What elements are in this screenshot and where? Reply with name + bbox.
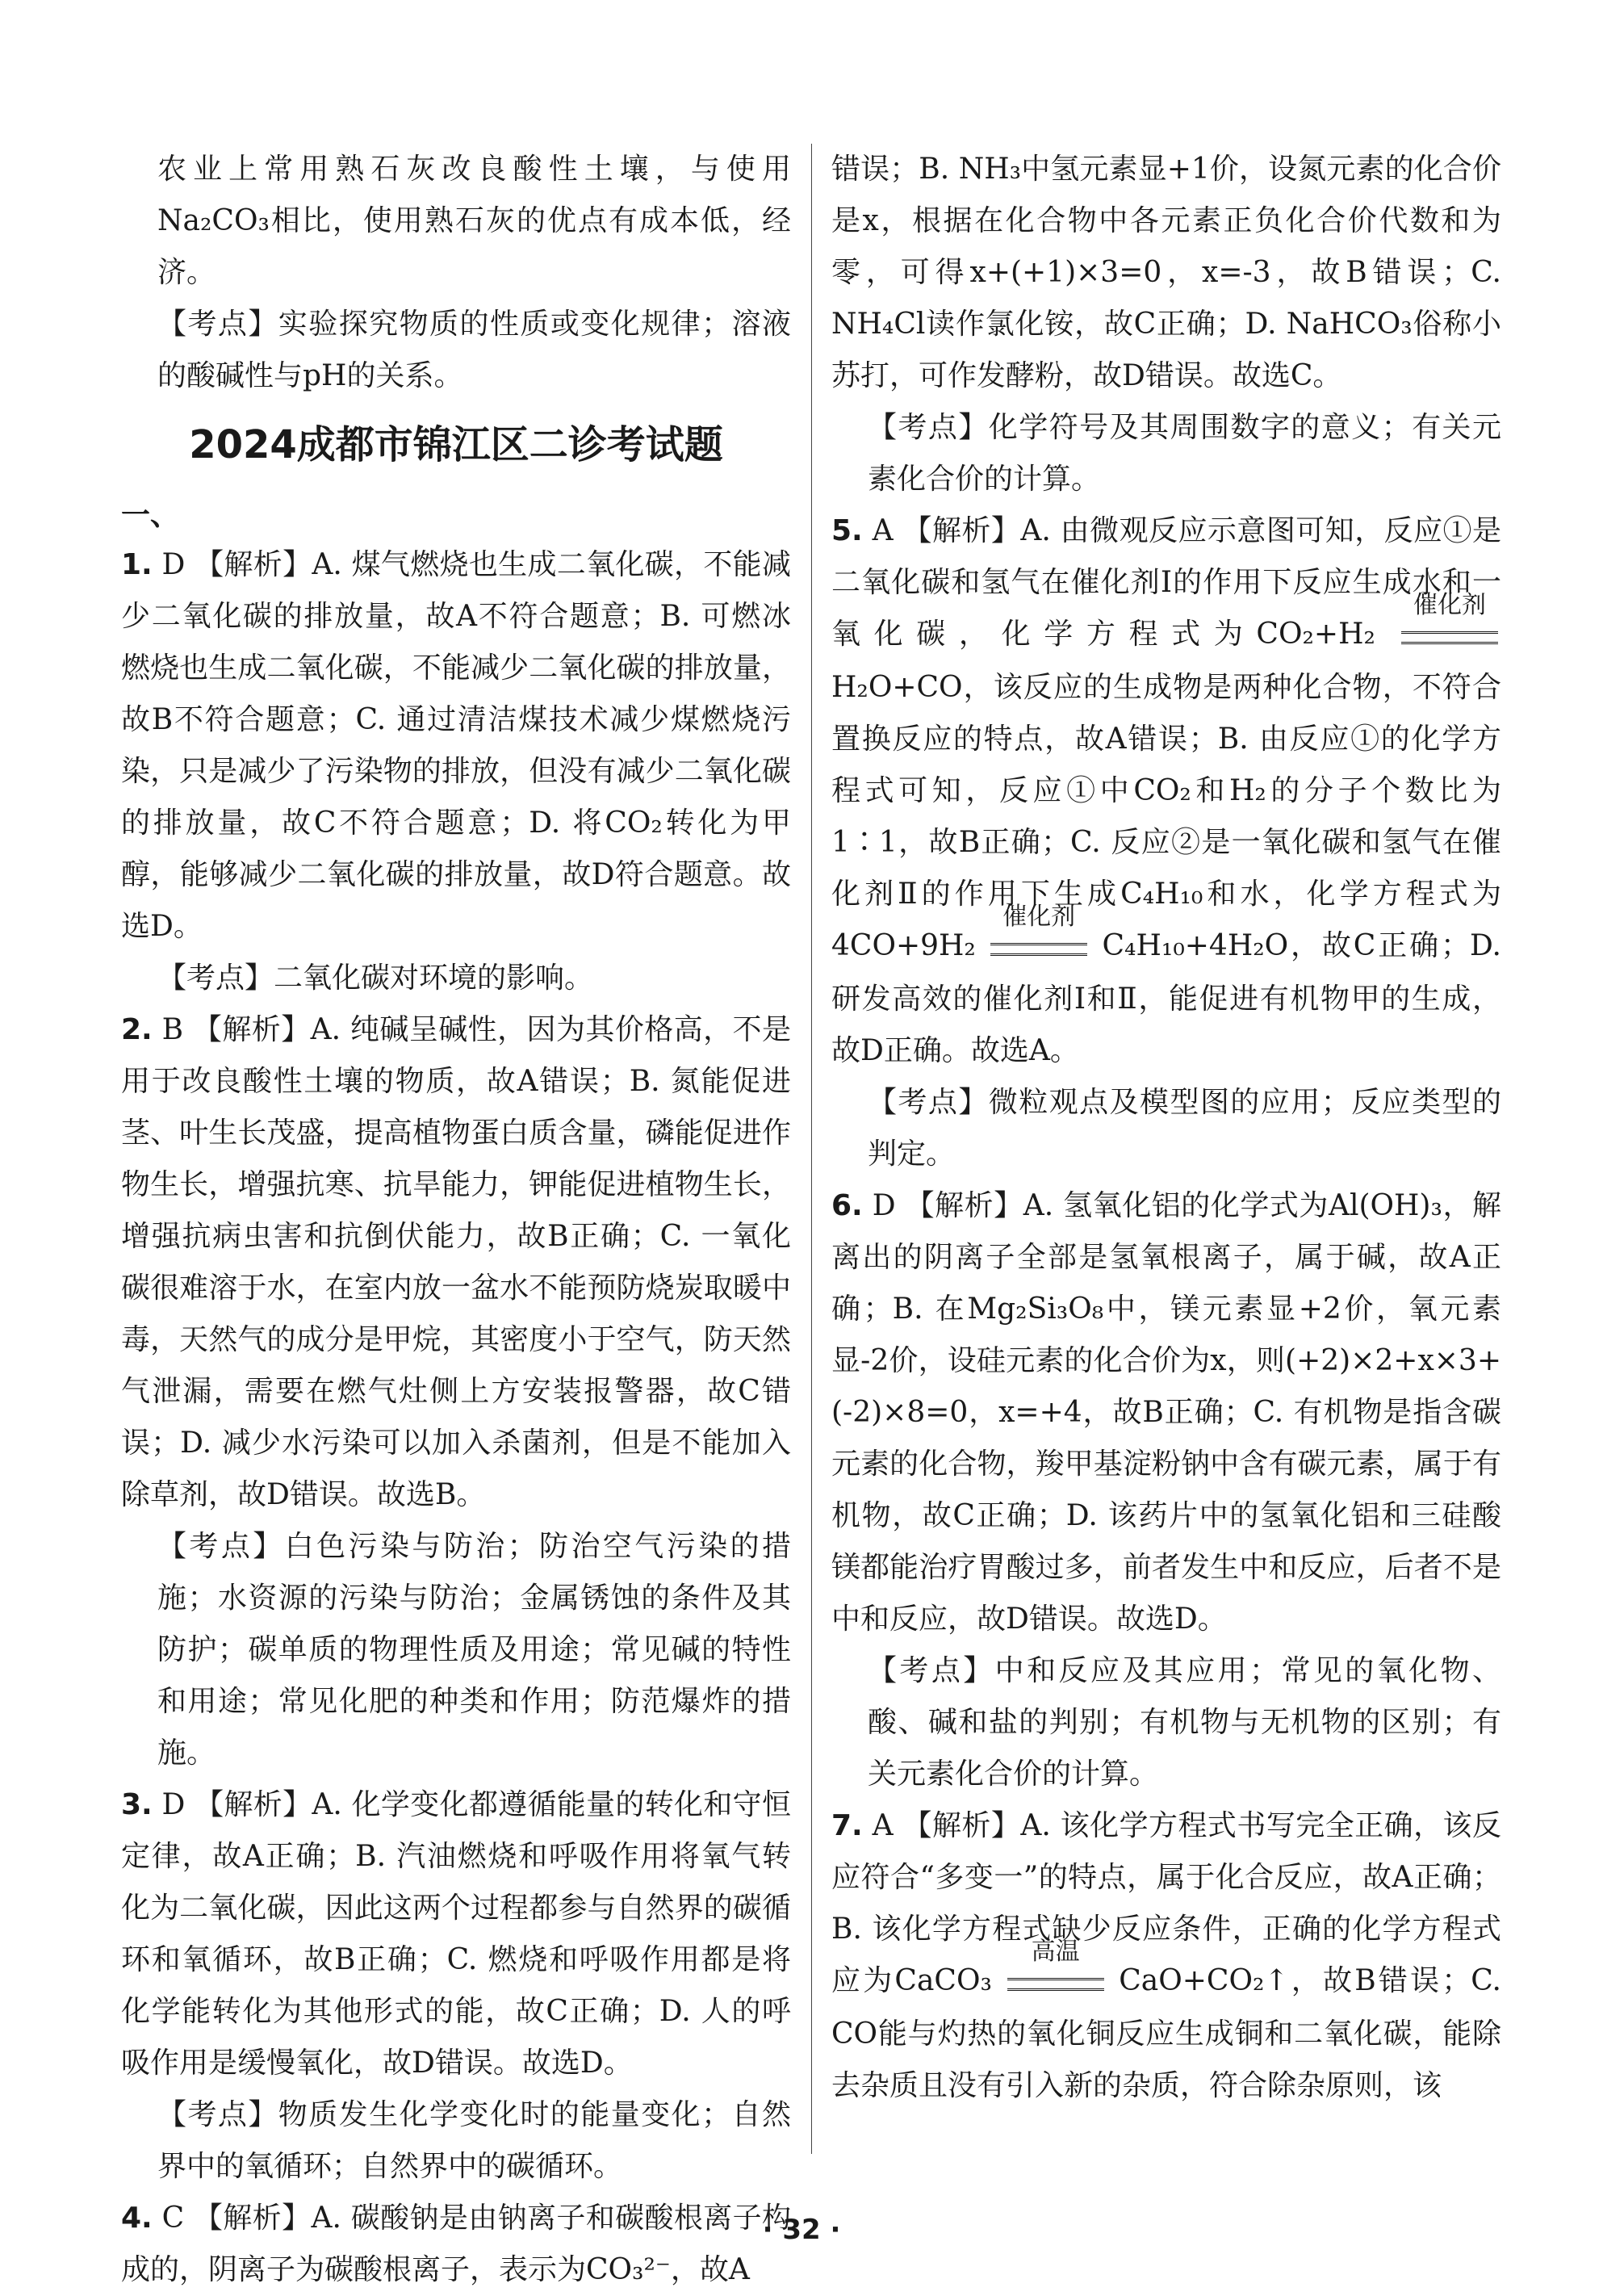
question-number: 1. (121, 548, 153, 581)
question-text-c: C₄H₁₀+4H₂O，故C正确；D. 研发高效的催化剂Ⅰ和Ⅱ，能促进有机物甲的生成，故D正确。故选A。 (831, 929, 1501, 1067)
question-number: 5. (831, 514, 863, 547)
question-3 (121, 1779, 791, 2089)
question-text: B 【解析】A. 纯碱呈碱性，因为其价格高，不是用于改良酸性土壤的物质，故A错误；B. 氮能促进茎、叶生长茂盛，提高植物蛋白质含量，磷能促进作物生长，增强抗寒、抗旱能力，钾能促进植物生长，增强抗病虫害和抗倒伏能力，故B正确；C. 一氧化碳很难溶于水，在室内放一盆水不能预防烧炭取暖中毒，天然气的成分是甲烷，其密度小于空气，防天然气泄漏，需要在燃气灶侧上方安装报警器，故C错误；D. 减少水污染可以加入杀菌剂，但是不能加入除草剂，故D错误。故选B。 (121, 1013, 791, 1511)
question-4-point: 【考点】化学符号及其周围数字的意义；有关元素化合价的计算。 (868, 411, 1501, 496)
question-number: 7. (831, 1809, 863, 1842)
question-text: D 【解析】A. 氢氧化铝的化学式为Al(OH)₃，解离出的阴离子全部是氢氧根离子，属于碱，故A正确；B. 在Mg₂Si₃O₈中，镁元素显+2价，氧元素显-2价，设硅元素的化合价为x，则(+2)×2+x×3+(-2)×8=0，x=+4，故B正确；C. 有机物是指含碳元素的化合物，羧甲基淀粉钠中含有碳元素，属于有机物，故C正确；D. 该药片中的氢氧化铝和三硅酸镁都能治疗胃酸过多，前者发生中和反应，后者不是中和反应，故D错误。故选D。 (831, 1189, 1501, 1636)
intro-paragraph: 农业上常用熟石灰改良酸性土壤，与使用Na₂CO₃相比，使用熟石灰的优点有成本低，经济。 (157, 153, 791, 289)
question-2-point: 【考点】白色污染与防治；防治空气污染的措施；水资源的污染与防治；金属锈蚀的条件及其防护；碳单质的物理性质及用途；常见碱的特性和用途；常见化肥的种类和作用；防范爆炸的措施。 (157, 1530, 791, 1770)
page-number: · 32 · (762, 2214, 841, 2246)
question-text: D 【解析】A. 煤气燃烧也生成二氧化碳，不能减少二氧化碳的排放量，故A不符合题意；B. 可燃冰燃烧也生成二氧化碳，不能减少二氧化碳的排放量，故B不符合题意；C. 通过清洁煤技术减少煤燃烧污染，只是减少了污染物的排放，但没有减少二氧化碳的排放量，故C不符合题意；D. 将CO₂转化为甲醇，能够减少二氧化碳的排放量，故D符合题意。故选D。 (121, 548, 791, 943)
section-number: 一、 (121, 498, 180, 532)
reaction-arrow (1007, 1938, 1104, 2009)
question-7 (831, 1800, 1501, 2112)
question-4-continued: 错误；B. NH₃中氢元素显+1价，设氮元素的化合价是x，根据在化合物中各元素正负化合价代数和为零，可得x+(+1)×3=0，x=-3，故B错误；C. NH₄Cl读作氯化铵，故C正确；D. NaHCO₃俗称小苏打，可作发酵粉，故D错误。故选C。 (831, 153, 1501, 392)
question-3-point: 【考点】物质发生化学变化时的能量变化；自然界中的氧循环；自然界中的碳循环。 (157, 2098, 791, 2183)
reaction-arrow (990, 903, 1087, 974)
question-6-point: 【考点】中和反应及其应用；常见的氧化物、酸、碱和盐的判别；有机物与无机物的区别；有关元素化合价的计算。 (868, 1654, 1501, 1791)
question-number: 4. (121, 2202, 153, 2235)
left-column (121, 144, 791, 2296)
section-title: 2024成都市锦江区二诊考试题 (189, 422, 723, 467)
reaction-condition: 催化剂 (1413, 591, 1486, 619)
question-1-point: 【考点】二氧化碳对环境的影响。 (157, 962, 594, 995)
reaction-condition: 高温 (1031, 1938, 1080, 1966)
reaction-condition: 催化剂 (1002, 903, 1076, 931)
question-number: 3. (121, 1788, 153, 1821)
right-column (831, 144, 1501, 2112)
question-text-b: CaO+CO₂↑，故B错误；C. CO能与灼热的氧化铜反应生成铜和二氧化碳，能除去杂质且没有引入新的杂质，符合除杂原则，该 (831, 1964, 1501, 2102)
intro-point: 【考点】实验探究物质的性质或变化规律；溶液的酸碱性与pH的关系。 (157, 308, 791, 392)
question-6 (831, 1180, 1501, 1645)
question-5-point: 【考点】微粒观点及模型图的应用；反应类型的判定。 (868, 1086, 1501, 1171)
question-text-b: H₂O+CO，该反应的生成物是两种化合物，不符合置换反应的特点，故A错误；B. 由反应①的化学方程式可知，反应①中CO₂和H₂的分子个数比为1∶1，故B正确；C. 反应②是一氧化碳和氢气在催化剂Ⅱ的作用下生成C₄H₁₀和水，化学方程式为4CO+9H₂ (831, 671, 1501, 962)
question-number: 6. (831, 1189, 863, 1222)
question-1 (121, 539, 791, 953)
equals-bar (990, 943, 1087, 956)
question-text: C 【解析】A. 碳酸钠是由钠离子和碳酸根离子构成的，阴离子为碳酸根离子，表示为CO₃²⁻，故A (121, 2202, 791, 2286)
question-number: 2. (121, 1013, 153, 1046)
question-text-a: A 【解析】A. 由微观反应示意图可知，反应①是二氧化碳和氢气在催化剂Ⅰ的作用下反应生成水和一氧化碳，化学方程式为CO₂+H₂ (831, 514, 1501, 651)
equals-bar (1401, 631, 1498, 644)
reaction-arrow (1401, 591, 1498, 662)
question-text: D 【解析】A. 化学变化都遵循能量的转化和守恒定律，故A正确；B. 汽油燃烧和呼吸作用将氧气转化为二氧化碳，因此这两个过程都参与自然界的碳循环和氧循环，故B正确；C. 燃烧和呼吸作用都是将化学能转化为其他形式的能，故C正确；D. 人的呼吸作用是缓慢氧化，故D错误。故选D。 (121, 1788, 791, 2080)
question-5 (831, 505, 1501, 1077)
equals-bar (1007, 1978, 1104, 1991)
question-text-a: A 【解析】A. 该化学方程式书写完全正确，该反应符合“多变一”的特点，属于化合反应，故A正确；B. 该化学方程式缺少反应条件，正确的化学方程式应为CaCO₃ (831, 1809, 1501, 1997)
question-2 (121, 1004, 791, 1521)
column-divider (811, 144, 812, 2154)
